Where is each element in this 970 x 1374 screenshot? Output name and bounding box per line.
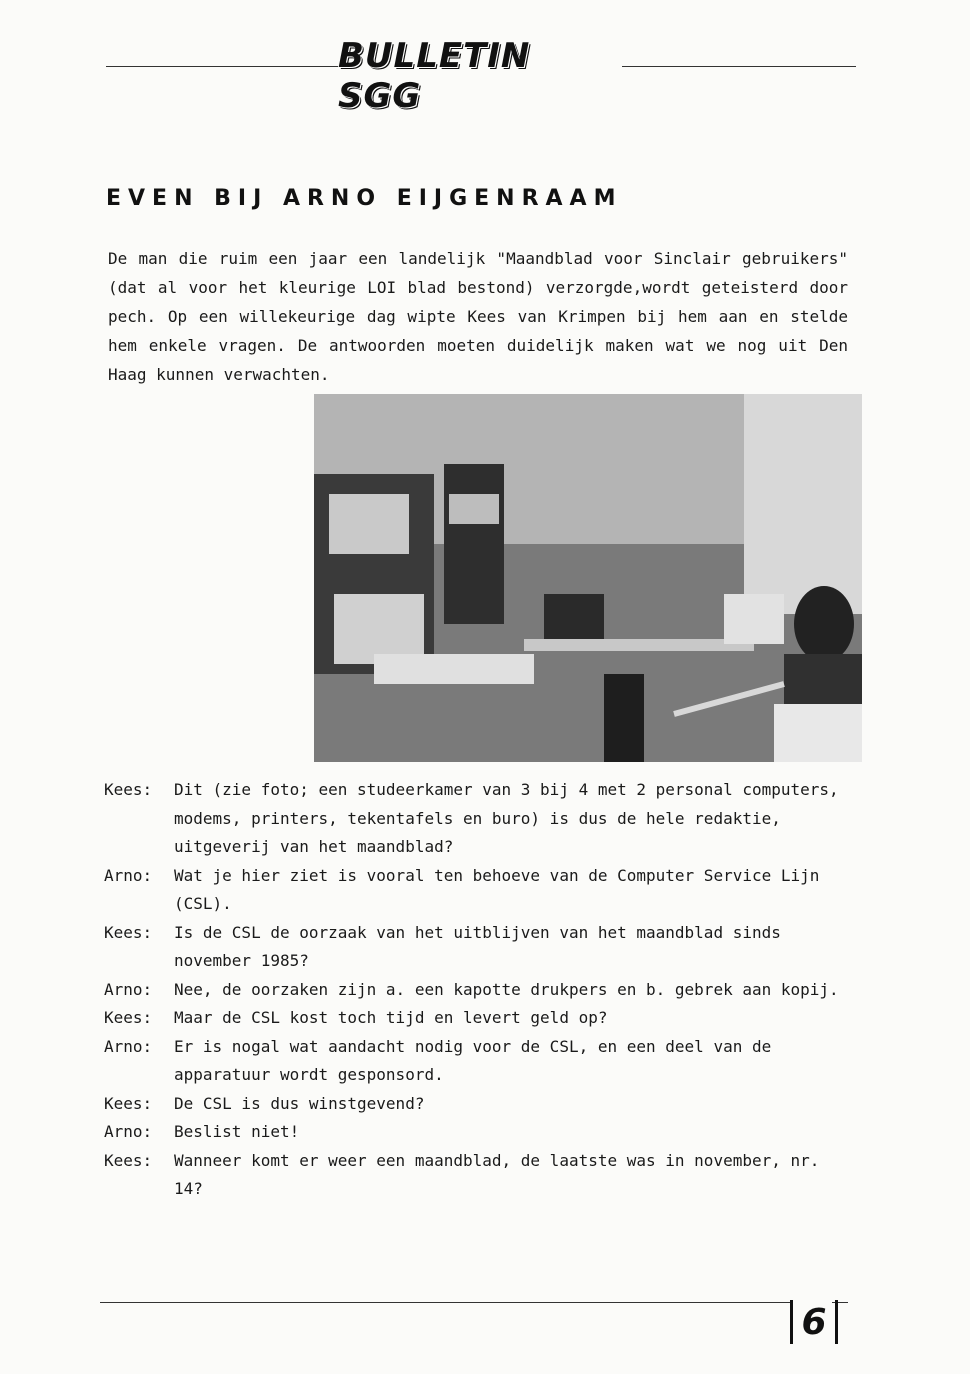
masthead-logo: BULLETIN SGG: [338, 52, 622, 100]
dialogue-text: Beslist niet!: [174, 1122, 300, 1141]
interview-dialogue: [104, 776, 848, 1204]
dialogue-line: [104, 776, 848, 862]
speaker-label: Arno:: [104, 865, 153, 885]
dialogue-line: [104, 976, 848, 1005]
dialogue-line: [104, 919, 848, 976]
photo-study-room: [314, 394, 862, 762]
footer-rule: [100, 1302, 790, 1303]
article-intro: [108, 244, 848, 389]
dialogue-line: [104, 1004, 848, 1033]
dialogue-line: [104, 1090, 848, 1119]
intro-paragraph: De man die ruim een jaar een landelijk "Maandblad voor Sinclair gebruikers" (dat al voor het kleurige LOI blad bestond) verzorgde,wordt geteisterd door pech. Op een willekeurige dag wipte Kees van Krimpen bij hem aan en stelde hem enkele vragen. De antwoorden moeten duidelijk maken wat we nog uit Den Haag kunnen verwachten.: [108, 249, 848, 384]
speaker-label: Kees:: [104, 1150, 153, 1170]
dialogue-text: Wat je hier ziet is vooral ten behoeve van de Computer Service Lijn (CSL).: [174, 865, 820, 913]
dialogue-text: Is de CSL de oorzaak van het uitblijven van het maandblad sinds november 1985?: [174, 922, 781, 970]
dialogue-text: Er is nogal wat aandacht nodig voor de CSL, en een deel van de apparatuur wordt gesponsord.: [174, 1036, 772, 1084]
dialogue-line: [104, 1033, 848, 1090]
speaker-label: Arno:: [104, 979, 153, 999]
dialogue-text: Maar de CSL kost toch tijd en levert geld op?: [174, 1008, 608, 1027]
speaker-label: Arno:: [104, 1122, 153, 1141]
speaker-label: Arno:: [104, 1036, 153, 1056]
dialogue-text: De CSL is dus winstgevend?: [174, 1093, 425, 1113]
speaker-label: Kees:: [104, 780, 153, 799]
dialogue-text: Nee, de oorzaken zijn a. een kapotte drukpers en b. gebrek aan kopij.: [174, 979, 839, 999]
article-title: EVEN BIJ ARNO EIJGENRAAM: [106, 186, 623, 211]
dialogue-line: [104, 862, 848, 919]
dialogue-text: Dit (zie foto; een studeerkamer van 3 bij 4 met 2 personal computers, modems, printers, tekentafels en buro) is dus de hele redaktie, uitgeverij van het maandblad?: [174, 780, 839, 856]
dialogue-line: [104, 1147, 848, 1204]
dialogue-line: [104, 1118, 848, 1147]
speaker-label: Kees:: [104, 1008, 153, 1027]
dialogue-text: Wanneer komt er weer een maandblad, de laatste was in november, nr. 14?: [174, 1150, 820, 1198]
speaker-label: Kees:: [104, 922, 153, 942]
header-rule-left: [106, 66, 338, 67]
photo-image: [314, 394, 862, 762]
header-rule-right: [622, 66, 856, 67]
page-number: 6: [790, 1300, 838, 1344]
speaker-label: Kees:: [104, 1093, 153, 1113]
